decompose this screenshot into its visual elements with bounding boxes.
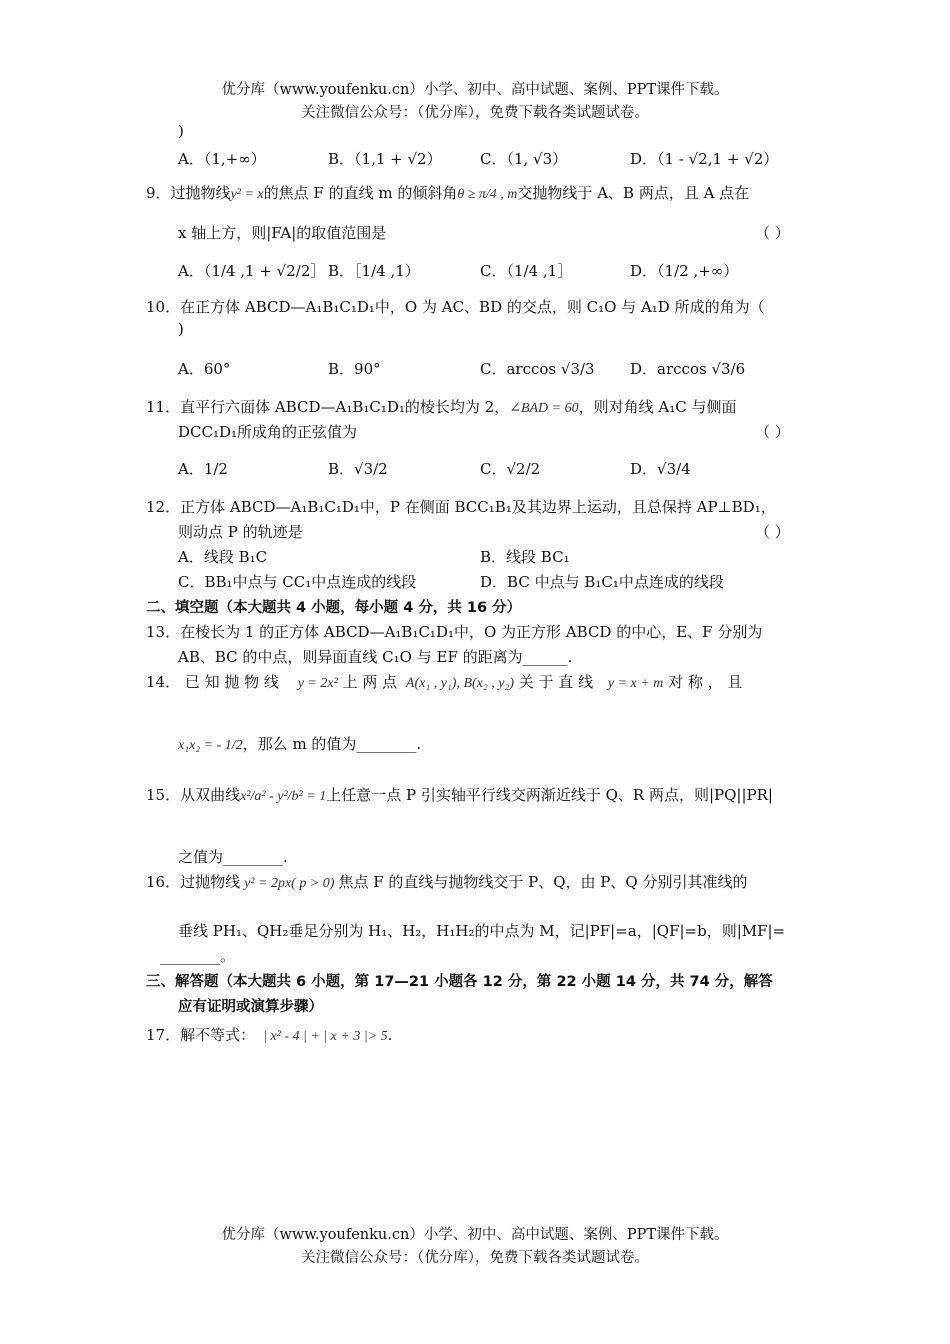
q10-option-d: D．arccos √3/6 [630,360,746,378]
q10-option-c: C．arccos √3/3 [480,360,595,378]
q9-answer-paren: （ ） [755,224,790,242]
q9-option-c: C．（1/4 ,1］ [480,262,573,280]
q14-line-2: x₁x₂ = - 1/2，那么 m 的值为________. [178,735,422,753]
q12-option-a: A．线段 B₁C [178,548,268,566]
q11-option-a: A．1/2 [178,460,228,478]
q8-tail: ) [178,122,184,140]
q10-option-a: A．60° [178,360,231,378]
q14-points: A(x₁ , y₁), B(x₂ , y₂) [405,676,514,691]
q17-inequality: | x² - 4 | + | x + 3 |> 5 [263,1029,388,1044]
q16-line-1: 16．过抛物线 y² = 2px( p > 0) 焦点 F 的直线与抛物线交于 P、Q，由 P、Q 分别引其准线的 [146,873,748,891]
q11-option-c: C．√2/2 [480,460,541,478]
header-line-2: 关注微信公众号：（优分库），免费下载各类试题试卷。 [301,105,649,121]
q8-option-a: A．（1,+∞） [178,150,266,168]
q14-line-1: 14． 已 知 抛 物 线 y = 2x² 上 两 点 A(x₁ , y₁), B(x₂ , y₂) 关 于 直 线 y = x + m 对 称 ， 且 [146,673,743,691]
q12-answer-paren: （ ） [755,523,790,541]
q13-line-1: 13．在棱长为 1 的正方体 ABCD—A₁B₁C₁D₁中，O 为正方形 ABCD 的中心，E、F 分别为 [146,623,763,641]
q10-line-2: ) [178,320,184,338]
header-line-1: 优分库（www.youfenku.cn）小学、初中、高中试题、案例、PPT课件下载。 [221,82,729,98]
q14-condition: x₁x₂ = - 1/2 [178,738,243,753]
q15-hyperbola: x²/a² - y²/b² = 1 [240,789,327,804]
q11-line-2: DCC₁D₁所成角的正弦值为 [178,423,358,441]
q15-line-2: 之值为________. [178,848,288,866]
q14-line: y = x + m [607,676,664,691]
q8-option-b: B．（1,1 + √2） [328,150,442,168]
q15-line-1: 15．从双曲线x²/a² - y²/b² = 1上任意一点 P 引实轴平行线交两渐近线于 Q、R 两点，则|PQ||PR| [146,786,773,804]
q12-line-2: 则动点 P 的轨迹是 [178,523,303,541]
section-fill-in-heading: 二、填空题（本大题共 4 小题，每小题 4 分，共 16 分） [146,600,522,616]
footer-line-1: 优分库（www.youfenku.cn）小学、初中、高中试题、案例、PPT课件下载。 [221,1227,729,1243]
q16-line-3: ________。 [160,947,236,965]
q12-option-c: C．BB₁中点与 CC₁中点连成的线段 [178,573,417,591]
q13-line-2: AB、BC 的中点，则异面直线 C₁O 与 EF 的距离为______. [178,648,573,666]
q17-line-1: 17．解不等式： | x² - 4 | + | x + 3 |> 5. [146,1026,393,1044]
q11-angle: ∠BAD = 60 [509,401,579,416]
q12-option-b: B．线段 BC₁ [480,548,570,566]
q9-angle: θ ≥ π/4 , m [457,187,518,202]
q11-option-d: D．√3/4 [630,460,691,478]
q9-line-2: x 轴上方，则|FA|的取值范围是 [178,224,387,242]
q9-option-d: D．（1/2 ,+∞） [630,262,739,280]
q14-parabola: y = 2x² [297,676,338,691]
q9-option-b: B．［1/4 ,1） [328,262,420,280]
section-solution-heading-1: 三、解答题（本大题共 6 小题，第 17—21 小题各 12 分，第 22 小题 14 分，共 74 分，解答 [146,974,773,990]
q9-line-1: 9．过抛物线y² = x的焦点 F 的直线 m 的倾斜角θ ≥ π/4 , m交抛物线于 A、B 两点，且 A 点在 [146,184,750,202]
q12-option-d: D．BC 中点与 B₁C₁中点连成的线段 [480,573,724,591]
q9-option-a: A．（1/4 ,1 + √2/2］ [178,262,326,280]
q16-parabola: y² = 2px( p > 0) [244,876,335,891]
q11-option-b: B．√3/2 [328,460,388,478]
q10-line-1: 10．在正方体 ABCD—A₁B₁C₁D₁中，O 为 AC、BD 的交点，则 C₁O 与 A₁D 所成的角为（ [146,298,765,316]
q16-line-2: 垂线 PH₁、QH₂垂足分别为 H₁、H₂，H₁H₂的中点为 M，记|PF|=a，|QF|=b，则|MF|= [178,922,786,940]
q11-answer-paren: （ ） [755,423,790,441]
q11-line-1: 11．直平行六面体 ABCD—A₁B₁C₁D₁的棱长均为 2，∠BAD = 60，则对角线 A₁C 与侧面 [146,398,737,416]
section-solution-heading-2: 应有证明或演算步骤） [178,999,323,1015]
q10-option-b: B．90° [328,360,381,378]
footer-line-2: 关注微信公众号：（优分库），免费下载各类试题试卷。 [301,1250,649,1266]
q8-option-d: D．（1 - √2,1 + √2） [630,150,779,168]
q12-line-1: 12．正方体 ABCD—A₁B₁C₁D₁中，P 在侧面 BCC₁B₁及其边界上运动，且总保持 AP⊥BD₁， [146,498,776,516]
q8-option-c: C．（1, √3） [480,150,568,168]
q9-equation: y² = x [230,187,264,202]
